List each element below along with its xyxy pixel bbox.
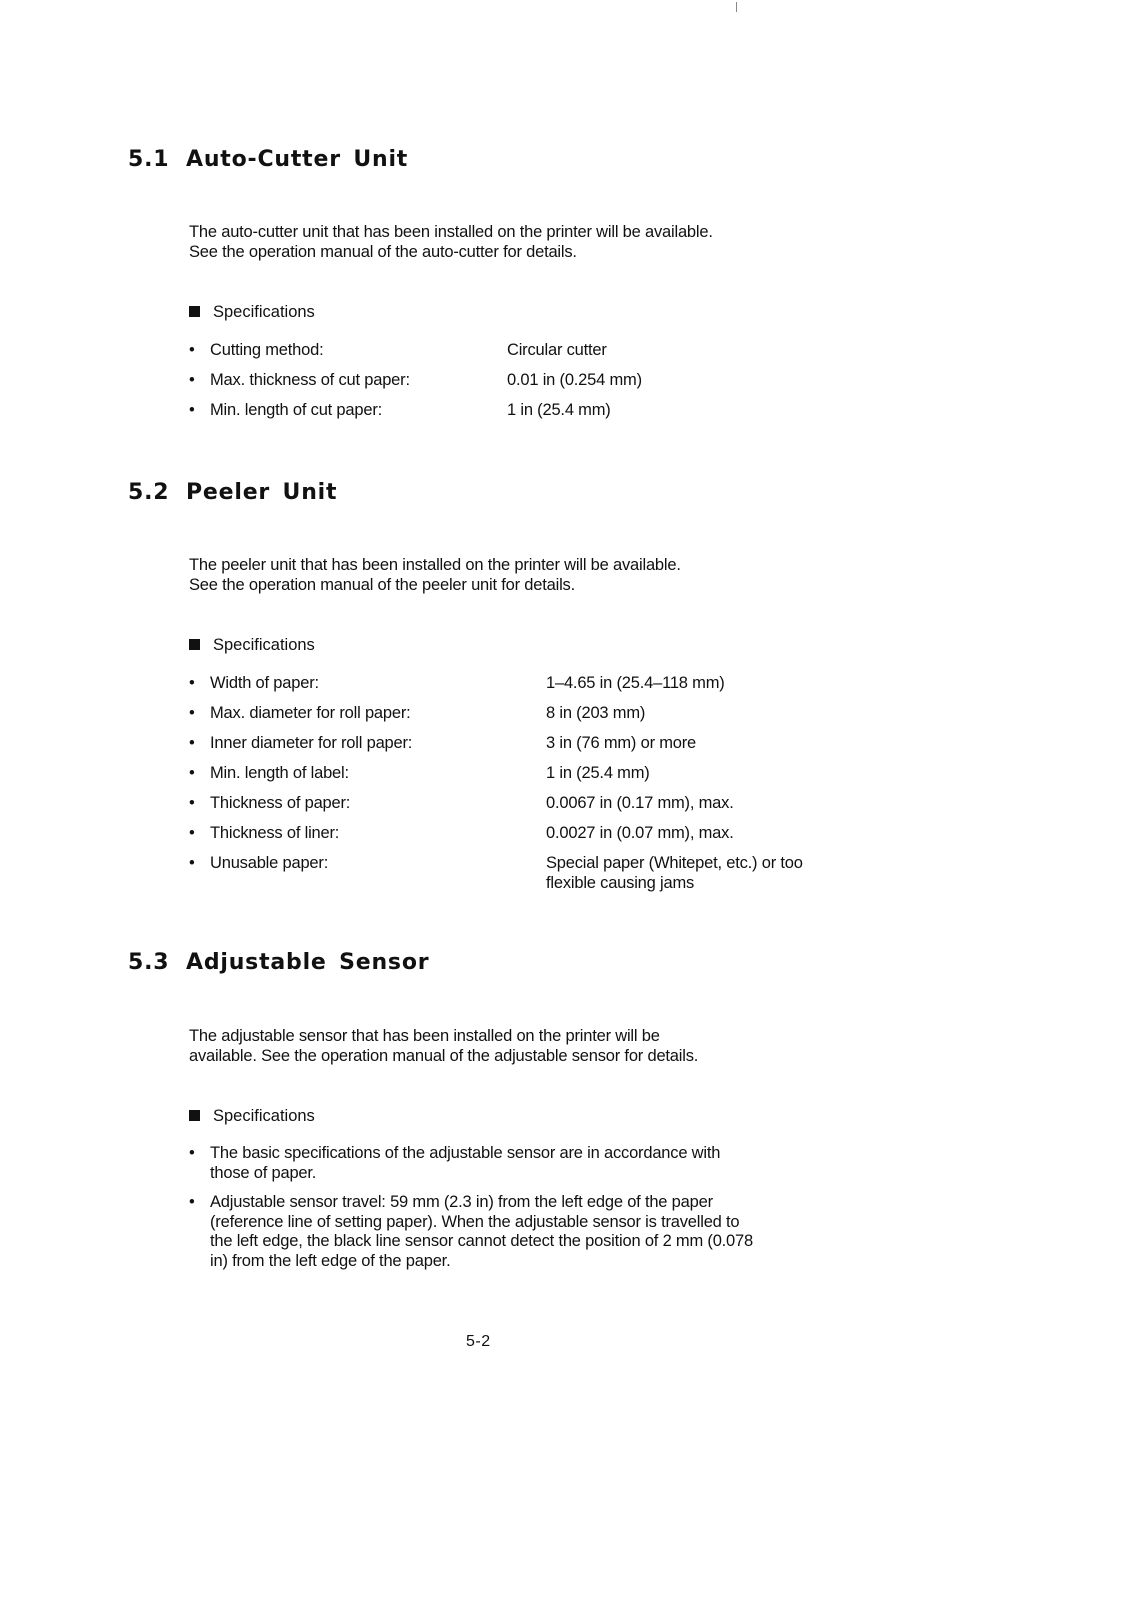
note-line: Adjustable sensor travel: 59 mm (2.3 in) from the left edge of the paper xyxy=(210,1193,713,1211)
spec-list-peeler xyxy=(189,673,909,893)
section-title: Peeler Unit xyxy=(186,480,338,505)
note-line: The basic specifications of the adjustable sensor are in accordance with xyxy=(210,1144,721,1162)
specifications-label: Specifications xyxy=(213,1107,315,1125)
specifications-label: Specifications xyxy=(213,303,315,321)
spec-list-auto-cutter xyxy=(189,340,889,430)
paragraph-line: The peeler unit that has been installed on the printer will be available. xyxy=(189,556,681,574)
spec-value: 0.0067 in (0.17 mm), max. xyxy=(546,794,734,812)
bullet-icon: • xyxy=(189,371,195,389)
spec-item xyxy=(189,340,889,370)
spec-item xyxy=(189,673,909,703)
spec-value: 0.0027 in (0.07 mm), max. xyxy=(546,824,734,842)
spec-label: Width of paper: xyxy=(210,674,319,692)
paragraph-line: available. See the operation manual of the adjustable sensor for details. xyxy=(189,1047,699,1065)
specifications-heading xyxy=(189,1106,315,1126)
spec-item xyxy=(189,370,889,400)
bullet-icon: • xyxy=(189,1193,195,1211)
spec-label: Inner diameter for roll paper: xyxy=(210,734,413,752)
specifications-heading xyxy=(189,635,315,655)
specifications-heading xyxy=(189,302,315,322)
paragraph-line: The auto-cutter unit that has been installed on the printer will be available. xyxy=(189,223,713,241)
bullet-icon: • xyxy=(189,1144,195,1162)
square-bullet-icon xyxy=(189,306,200,317)
section-intro-paragraph xyxy=(189,1026,698,1066)
spec-label: Unusable paper: xyxy=(210,854,329,872)
paragraph-line: See the operation manual of the auto-cutter for details. xyxy=(189,243,577,261)
spec-value-line: Special paper (Whitepet, etc.) or too xyxy=(546,854,803,872)
note-item xyxy=(189,1193,909,1271)
note-item xyxy=(189,1144,909,1183)
spec-value: 1–4.65 in (25.4–118 mm) xyxy=(546,674,725,692)
note-line: the left edge, the black line sensor cannot detect the position of 2 mm (0.078 xyxy=(210,1232,753,1250)
bullet-icon: • xyxy=(189,764,195,782)
spec-item xyxy=(189,823,909,853)
section-intro-paragraph xyxy=(189,555,681,595)
section-heading-peeler xyxy=(0,480,600,508)
spec-value: 8 in (203 mm) xyxy=(546,704,646,722)
bullet-icon: • xyxy=(189,401,195,419)
paragraph-line: The adjustable sensor that has been installed on the printer will be xyxy=(189,1027,660,1045)
spec-item xyxy=(189,703,909,733)
spec-item xyxy=(189,733,909,763)
spec-value: 1 in (25.4 mm) xyxy=(546,764,650,782)
spec-label: Thickness of liner: xyxy=(210,824,340,842)
note-line: (reference line of setting paper). When the adjustable sensor is travelled to xyxy=(210,1212,740,1231)
bullet-icon: • xyxy=(189,704,195,722)
spec-value-line: flexible causing jams xyxy=(546,874,695,892)
paragraph-line: See the operation manual of the peeler unit for details. xyxy=(189,576,575,594)
page-number: 5-2 xyxy=(466,1333,491,1350)
spec-item xyxy=(189,853,909,893)
spec-value: 3 in (76 mm) or more xyxy=(546,734,697,752)
bullet-icon: • xyxy=(189,824,195,842)
square-bullet-icon xyxy=(189,639,200,650)
bullet-icon: • xyxy=(189,854,195,872)
spec-item xyxy=(189,793,909,823)
section-number: 5.1 xyxy=(128,147,170,172)
spec-label: Max. diameter for roll paper: xyxy=(210,704,411,722)
specifications-label: Specifications xyxy=(213,636,315,654)
section-number: 5.2 xyxy=(128,480,170,505)
spec-value: 1 in (25.4 mm) xyxy=(507,401,611,419)
section-title: Adjustable Sensor xyxy=(186,950,430,975)
bullet-icon: • xyxy=(189,794,195,812)
spec-label: Max. thickness of cut paper: xyxy=(210,371,410,389)
section-intro-paragraph xyxy=(189,222,713,262)
spec-label: Thickness of paper: xyxy=(210,794,351,812)
bullet-icon: • xyxy=(189,674,195,692)
bullet-icon: • xyxy=(189,341,195,359)
note-line: in) from the left edge of the paper. xyxy=(210,1251,451,1270)
spec-value: 0.01 in (0.254 mm) xyxy=(507,371,642,389)
spec-value xyxy=(546,853,803,893)
spec-notes-adjustable-sensor xyxy=(189,1144,909,1281)
note-line: those of paper. xyxy=(210,1163,317,1182)
spec-label: Cutting method: xyxy=(210,341,324,359)
section-number: 5.3 xyxy=(128,950,170,975)
section-heading-adjustable-sensor xyxy=(0,950,600,978)
spec-label: Min. length of cut paper: xyxy=(210,401,383,419)
spec-label: Min. length of label: xyxy=(210,764,349,782)
spec-item xyxy=(189,763,909,793)
section-heading-auto-cutter xyxy=(0,147,600,175)
section-title: Auto-Cutter Unit xyxy=(186,147,409,172)
bullet-icon: • xyxy=(189,734,195,752)
spec-value: Circular cutter xyxy=(507,341,607,359)
scan-mark xyxy=(736,2,737,12)
square-bullet-icon xyxy=(189,1110,200,1121)
spec-item xyxy=(189,400,889,430)
